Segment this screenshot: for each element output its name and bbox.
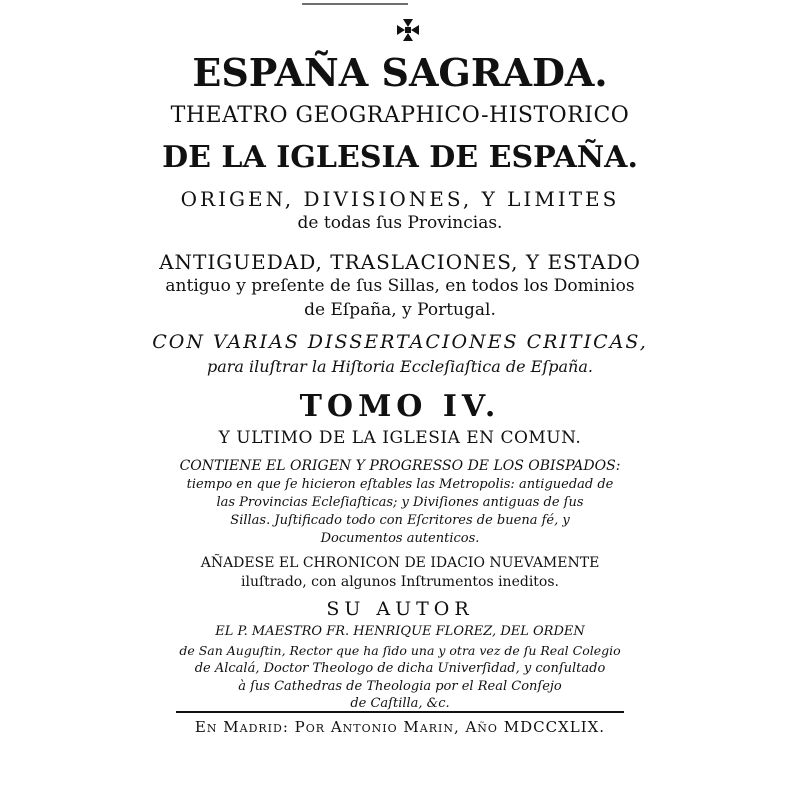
addition-line-1: AÑADESE EL CHRONICON DE IDACIO NUEVAMENTE — [200, 555, 600, 571]
section-antiguedad-line-2: antiguo y preſente de ſus Sillas, en todos los Dominios — [165, 276, 635, 296]
author-heading: SU AUTOR — [326, 598, 474, 620]
top-edge-mark — [302, 3, 408, 5]
contents-line-5: Documentos autenticos. — [320, 531, 480, 546]
section-antiguedad-line-3: de Eſpaña, y Portugal. — [304, 300, 496, 320]
dissertations-heading: CON VARIAS DISSERTACIONES CRITICAS, — [152, 331, 648, 353]
dissertations-line-2: para iluſtrar la Hiſtoria Eccleſiaſtica de Eſpaña. — [207, 357, 593, 376]
imprint: En Madrid: Por Antonio Marin, Año MDCCXLIX. — [194, 718, 606, 736]
author-line-3: de Alcalá, Doctor Theologo de dicha Univerſidad, y conſultado — [194, 661, 606, 676]
horizontal-rule — [176, 711, 624, 713]
book-subtitle-line-2: DE LA IGLESIA DE ESPAÑA. — [162, 140, 638, 175]
contents-line-2: tiempo en que ſe hicieron eſtables las Metropolis: antiguedad de — [186, 477, 614, 492]
author-line-2: de San Auguſtin, Rector que ha ſido una y otra vez de ſu Real Colegio — [179, 643, 621, 658]
volume-number: TOMO IV. — [299, 389, 501, 424]
contents-line-3: las Provincias Ecleſiaſticas; y Diviſiones antiguas de ſus — [216, 495, 584, 510]
section-antiguedad-heading: ANTIGUEDAD, TRASLACIONES, Y ESTADO — [159, 250, 641, 274]
author-line-1: EL P. MAESTRO FR. HENRIQUE FLOREZ, DEL ORDEN — [215, 624, 585, 639]
addition-line-2: iluſtrado, con algunos Inſtrumentos ineditos. — [241, 574, 559, 590]
author-line-4: à ſus Cathedras de Theologia por el Real Conſejo — [238, 679, 562, 694]
section-origen-line-2: de todas ſus Provincias. — [297, 213, 503, 233]
book-subtitle: THEATRO GEOGRAPHICO-HISTORICO — [170, 103, 630, 128]
section-origen-heading: ORIGEN, DIVISIONES, Y LIMITES — [180, 187, 620, 211]
cross-pattee-icon — [394, 16, 422, 44]
volume-subtitle: Y ULTIMO DE LA IGLESIA EN COMUN. — [218, 428, 582, 448]
contents-line-4: Sillas. Juſtificado todo con Eſcritores de buena fé, y — [230, 513, 570, 528]
contents-line-1: CONTIENE EL ORIGEN Y PROGRESSO DE LOS OBISPADOS: — [179, 458, 621, 474]
author-line-5: de Caſtilla, &c. — [350, 696, 450, 711]
book-title: ESPAÑA SAGRADA. — [192, 50, 608, 95]
